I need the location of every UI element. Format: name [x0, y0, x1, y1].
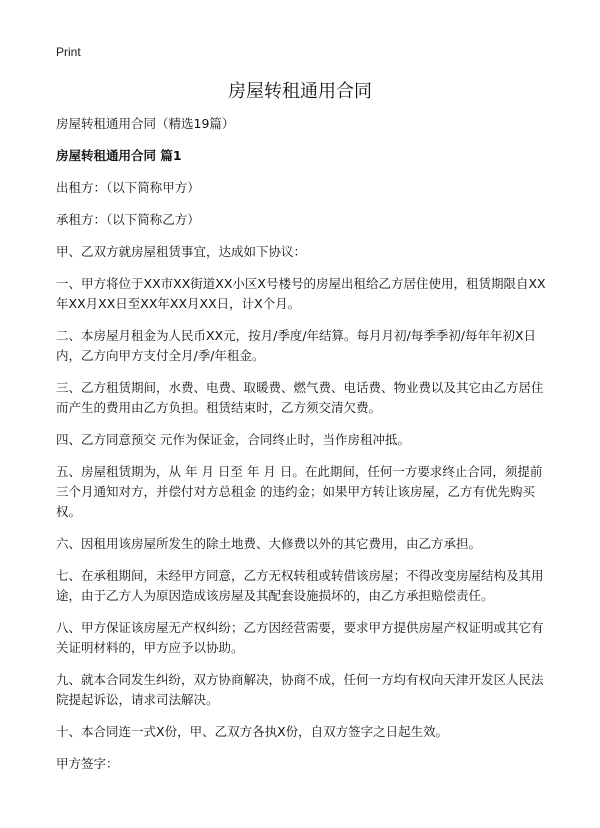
clause-4: 四、乙方同意预交 元作为保证金，合同终止时，当作房租冲抵。 — [56, 432, 410, 447]
clause-6: 六、因租用该房屋所发生的除土地费、大修费以外的其它费用，由乙方承担。 — [56, 536, 482, 551]
page-title: 房屋转租通用合同 — [228, 81, 372, 102]
clause-10: 十、本合同连一式X份，甲、乙双方各执X份，自双方签字之日起生效。 — [56, 724, 449, 739]
clause-9: 九、就本合同发生纠纷，双方协商解决，协商不成，任何一方均有权向天津开发区人民法院提起诉讼，请求司法解决。 — [56, 672, 544, 707]
document-body — [56, 114, 554, 786]
clause-1: 一、甲方将位于XX市XX街道XX小区X号楼号的房屋出租给乙方居住使用，租赁期限自XX年XX月XX日至XX年XX月XX日，计X个月。 — [56, 276, 546, 311]
lessor-line: 出租方：（以下简称甲方） — [56, 180, 200, 195]
agreement-intro: 甲、乙双方就房屋租赁事宜，达成如下协议： — [56, 244, 307, 259]
lessee-line: 承租方：（以下简称乙方） — [56, 212, 200, 227]
clause-3: 三、乙方租赁期间，水费、电费、取暖费、燃气费、电话费、物业费以及其它由乙方居住而产生的费用由乙方负担。租赁结束时，乙方须交清欠费。 — [56, 380, 544, 415]
clause-2: 二、本房屋月租金为人民币XX元，按月/季度/年结算。每月月初/每季季初/每年年初X日内，乙方向甲方支付全月/季/年租金。 — [56, 328, 537, 363]
party-a-signature-line: 甲方签字： — [56, 756, 119, 771]
section-heading: 房屋转租通用合同 篇1 — [56, 148, 182, 163]
clause-8: 八、甲方保证该房屋无产权纠纷；乙方因经营需要，要求甲方提供房屋产权证明或其它有关证明材料的，甲方应予以协助。 — [56, 620, 544, 655]
clause-7: 七、在承租期间，未经甲方同意，乙方无权转租或转借该房屋；不得改变房屋结构及其用途，由于乙方人为原因造成该房屋及其配套设施损坏的，由乙方承担赔偿责任。 — [56, 568, 544, 603]
clause-5: 五、房屋租赁期为，从 年 月 日至 年 月 日。在此期间，任何一方要求终止合同，须提前三个月通知对方，并偿付对方总租金 的违约金；如果甲方转让该房屋，乙方有优先购买权。 — [56, 464, 543, 519]
print-link[interactable]: Print — [56, 45, 81, 59]
document-subtitle: 房屋转租通用合同（精选19篇） — [56, 116, 235, 131]
